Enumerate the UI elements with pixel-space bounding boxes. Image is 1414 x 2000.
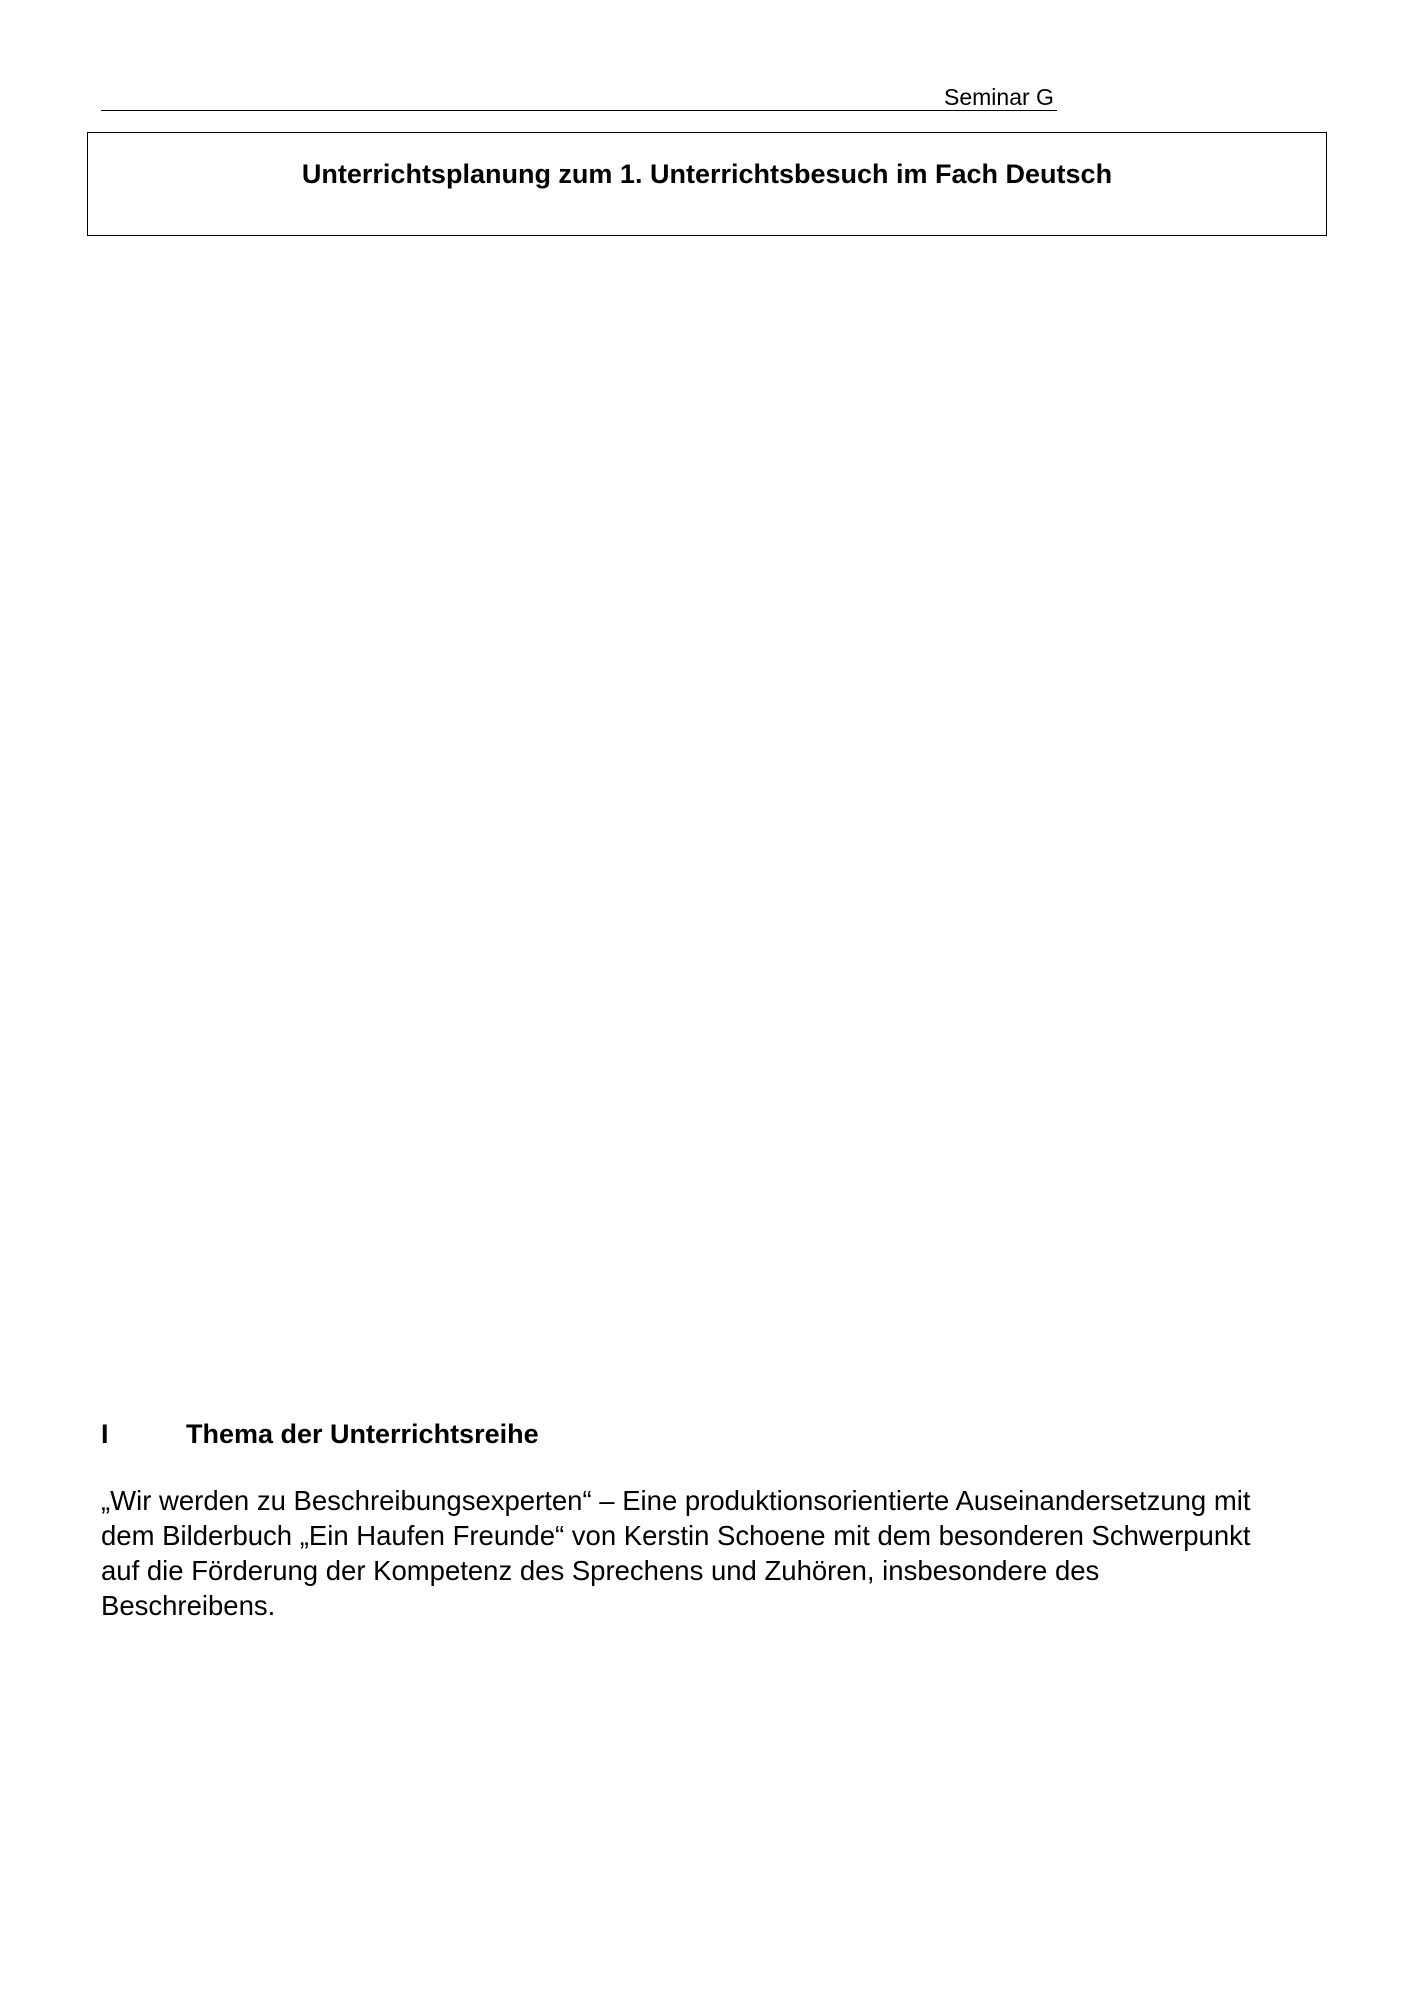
- body-line: Beschreibens.: [101, 1590, 276, 1621]
- section-body: [101, 1483, 1311, 1623]
- section-number: I: [101, 1419, 109, 1449]
- section-heading: [101, 1418, 539, 1450]
- document-title: Unterrichtsplanung zum 1. Unterrichtsbesuch im Fach Deutsch: [301, 159, 1113, 189]
- header-label: Seminar G: [944, 84, 1054, 110]
- section-title: Thema der Unterrichtsreihe: [186, 1419, 539, 1449]
- body-line: auf die Förderung der Kompetenz des Sprechens und Zuhören, insbesondere des: [101, 1555, 1100, 1586]
- header-rule: [101, 110, 1057, 111]
- title-box: [87, 132, 1327, 236]
- body-line: dem Bilderbuch „Ein Haufen Freunde“ von Kerstin Schoene mit dem besonderen Schwerpunkt: [101, 1520, 1251, 1551]
- body-line: „Wir werden zu Beschreibungsexperten“ – Eine produktionsorientierte Auseinandersetzung mit: [101, 1485, 1251, 1516]
